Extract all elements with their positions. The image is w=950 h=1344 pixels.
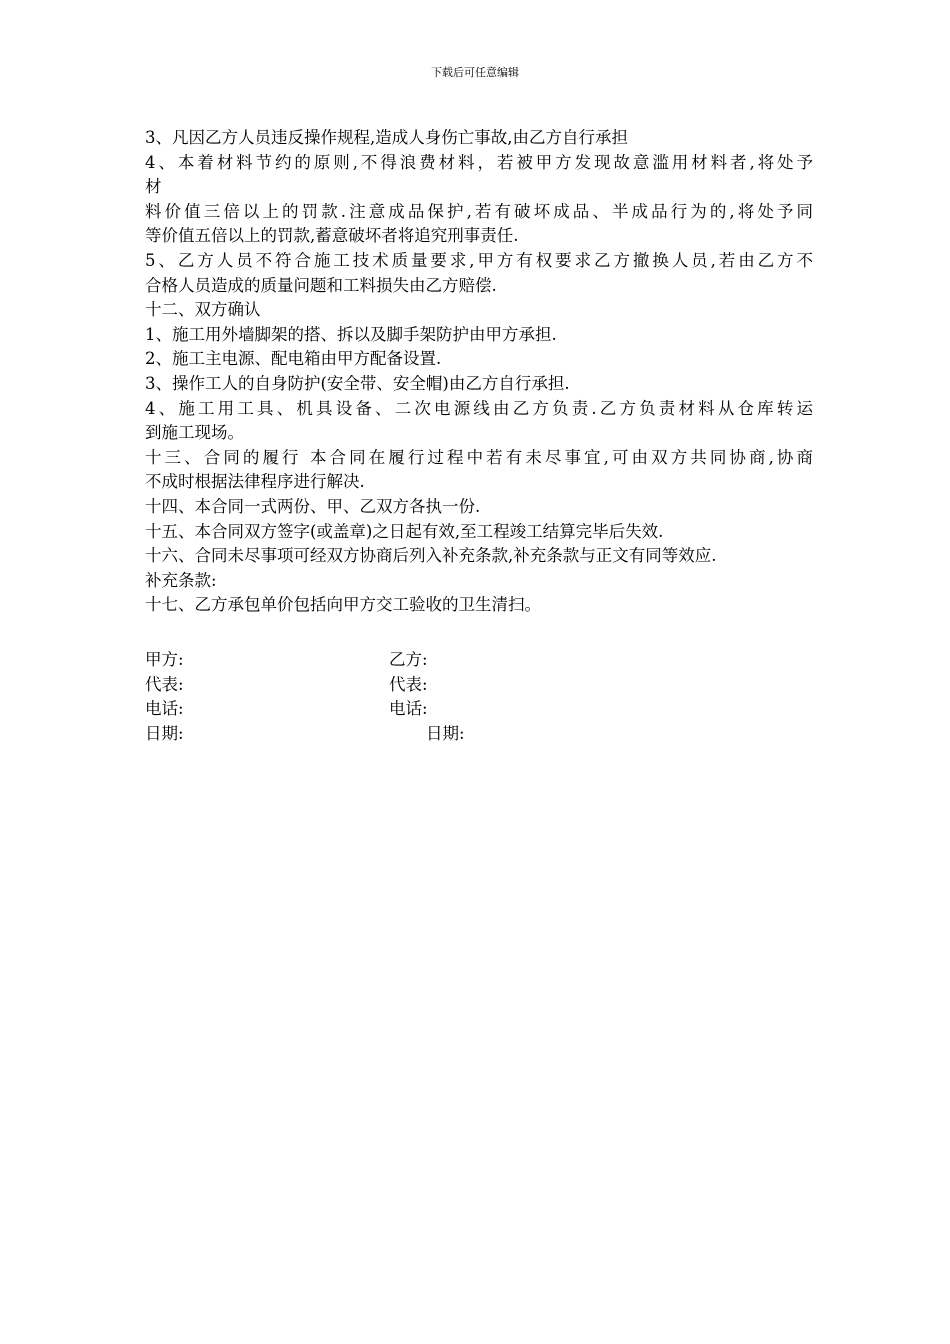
clause-line: 2、施工主电源、配电箱由甲方配备设置. [145,349,442,369]
rep-a-label: 代表: [145,674,184,694]
signature-block [145,648,645,746]
clause-line: 5、乙方人员不符合施工技术质量要求,甲方有权要求乙方撤换人员,若由乙方不 [145,250,813,270]
section-heading: 十二、双方确认 [145,300,261,320]
page-header-note: 下载后可任意编辑 [431,66,519,79]
clause-line: 3、操作工人的自身防护(安全带、安全帽)由乙方自行承担. [145,373,570,393]
phone-a-label: 电话: [145,699,184,719]
rep-b-label: 代表: [389,674,428,694]
clause-line: 合格人员造成的质量问题和工料损失由乙方赔偿. [145,275,497,295]
date-a-label: 日期: [145,723,184,743]
clause-line: 不成时根据法律程序进行解决. [145,472,365,492]
party-a-label: 甲方: [145,650,184,669]
clause-line: 到施工现场。 [145,423,244,443]
clause-line: 十四、本合同一式两份、甲、乙双方各执一份. [145,496,481,516]
clause-line: 4、施工用工具、机具设备、二次电源线由乙方负责.乙方负责材料从仓库转运 [145,398,813,418]
clause-line: 十六、合同未尽事项可经双方协商后列入补充条款,补充条款与正文有同等效应. [145,546,717,566]
party-b-label: 乙方: [389,650,428,669]
date-b-label: 日期: [426,723,465,743]
clause-line: 十七、乙方承包单价包括向甲方交工验收的卫生清扫。 [145,595,541,615]
phone-b-label: 电话: [389,699,428,719]
clause-line: 十五、本合同双方签字(或盖章)之日起有效,至工程竣工结算完毕后失效. [145,521,664,541]
signature-row-representative [145,673,645,698]
clause-line: 1、施工用外墙脚架的搭、拆以及脚手架防护由甲方承担. [145,324,557,344]
contract-body [145,126,813,618]
clause-line: 补充条款: [145,570,217,590]
signature-row-date [145,722,645,747]
clause-line: 十三、合同的履行 本合同在履行过程中若有未尽事宜,可由双方共同协商,协商 [145,447,813,467]
signature-row-phone [145,697,645,722]
clause-line: 材 [145,177,162,197]
clause-line: 4、本着材料节约的原则,不得浪费材料，若被甲方发现故意滥用材料者,将处予 [145,152,813,172]
clause-line: 料价值三倍以上的罚款.注意成品保护,若有破坏成品、半成品行为的,将处予同 [145,201,813,221]
signature-row-party [145,648,645,673]
clause-line: 3、凡因乙方人员违反操作规程,造成人身伤亡事故,由乙方自行承担 [145,128,628,147]
clause-line: 等价值五倍以上的罚款,蓄意破坏者将追究刑事责任. [145,226,519,246]
